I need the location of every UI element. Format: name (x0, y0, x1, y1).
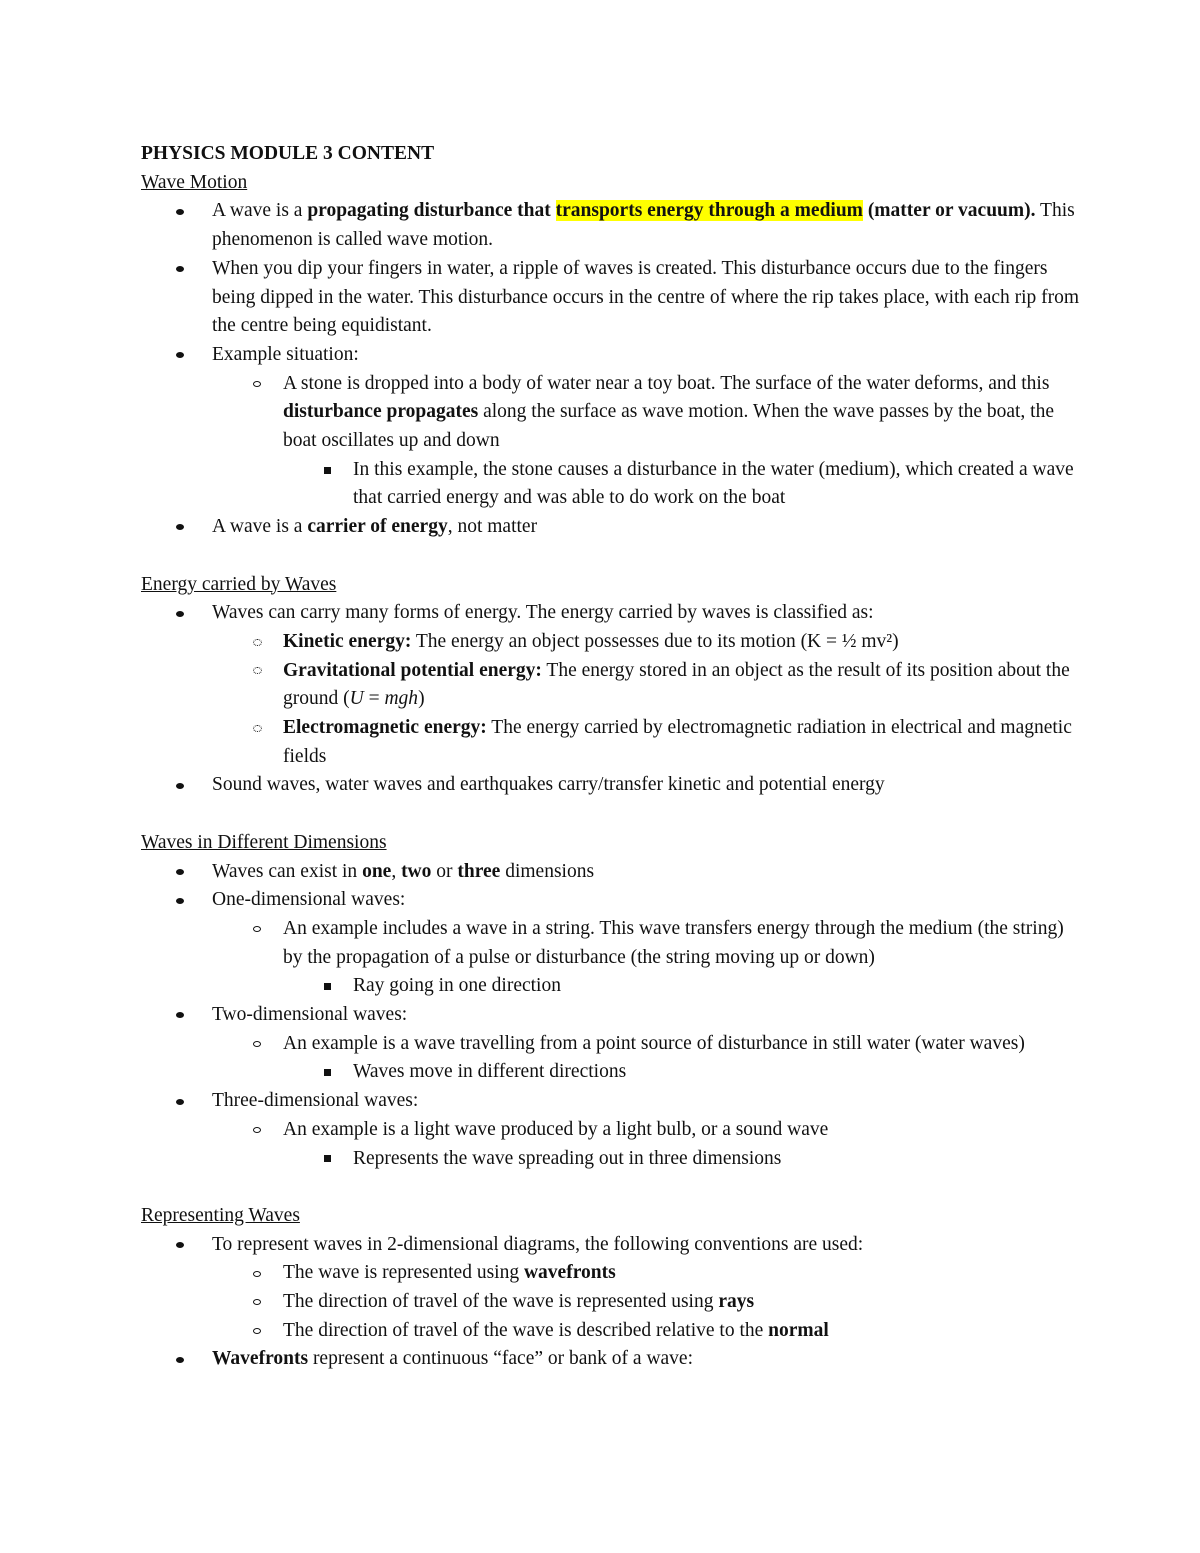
list-item: Gravitational potential energy: The energy stored in an object as the result of its position about the ground (U = mgh) (141, 657, 1081, 714)
bullet-dotted-circle-icon (249, 657, 265, 686)
bullet-dot-icon (172, 771, 188, 800)
list-item: The direction of travel of the wave is represented using rays (141, 1288, 1081, 1317)
list-item: An example includes a wave in a string. This wave transfers energy through the medium (the string) by the propagation of a pulse or disturbance (the string moving up or down) (141, 915, 1081, 972)
bullet-square-icon (319, 972, 335, 1001)
list-item: Represents the wave spreading out in three dimensions (141, 1145, 1081, 1174)
highlighted-text: transports energy through a medium (555, 200, 863, 222)
list-item: Three-dimensional waves: (141, 1087, 1081, 1116)
section-heading-wave-motion: Wave Motion (141, 171, 248, 193)
list-item: Wavefronts represent a continuous “face” or bank of a wave: (141, 1345, 1081, 1374)
bullet-dotted-circle-icon (249, 714, 265, 743)
section-heading-energy: Energy carried by Waves (141, 573, 337, 595)
bullet-dot-icon (172, 1345, 188, 1374)
list-item: An example is a wave travelling from a point source of disturbance in still water (water waves) (141, 1030, 1081, 1059)
spacer (141, 1173, 1081, 1202)
list-item: An example is a light wave produced by a light bulb, or a sound wave (141, 1116, 1081, 1145)
bullet-dot-icon (172, 1001, 188, 1030)
list-item: Waves move in different directions (141, 1058, 1081, 1087)
bullet-circle-icon (249, 1116, 265, 1145)
bullet-circle-icon (249, 915, 265, 944)
list-item: Sound waves, water waves and earthquakes carry/transfer kinetic and potential energy (141, 771, 1081, 800)
bullet-dot-icon (172, 886, 188, 915)
list-item: The wave is represented using wavefronts (141, 1259, 1081, 1288)
section-heading-representing: Representing Waves (141, 1204, 300, 1226)
list-item: Kinetic energy: The energy an object possesses due to its motion (K = ½ mv²) (141, 628, 1081, 657)
bullet-dot-icon (172, 1231, 188, 1260)
list-item: A stone is dropped into a body of water near a toy boat. The surface of the water deforms, and this disturbance propagates along the surface as wave motion. When the wave passes by the boat, the boat oscillates up and down (141, 370, 1081, 456)
list-item: To represent waves in 2-dimensional diagrams, the following conventions are used: (141, 1231, 1081, 1260)
bullet-dot-icon (172, 1087, 188, 1116)
list-item: When you dip your fingers in water, a ripple of waves is created. This disturbance occurs due to the fingers being dipped in the water. This disturbance occurs in the centre of where the rip takes place, with each rip from the centre being equidistant. (141, 255, 1081, 341)
list-item: A wave is a propagating disturbance that transports energy through a medium (matter or vacuum). This phenomenon is called wave motion. (141, 197, 1081, 254)
list-item: Ray going in one direction (141, 972, 1081, 1001)
spacer (141, 800, 1081, 829)
bullet-square-icon (319, 1145, 335, 1174)
list-item: Waves can carry many forms of energy. The energy carried by waves is classified as: (141, 599, 1081, 628)
bullet-circle-icon (249, 370, 265, 399)
bullet-dotted-circle-icon (249, 628, 265, 657)
list-item: Two-dimensional waves: (141, 1001, 1081, 1030)
bullet-dot-icon (172, 255, 188, 284)
bullet-circle-icon (249, 1030, 265, 1059)
spacer (141, 542, 1081, 571)
bullet-dot-icon (172, 858, 188, 887)
list-item: Example situation: (141, 341, 1081, 370)
document-content (141, 140, 1081, 1374)
bullet-square-icon (319, 1058, 335, 1087)
bullet-circle-icon (249, 1317, 265, 1346)
bullet-circle-icon (249, 1259, 265, 1288)
list-item: Electromagnetic energy: The energy carried by electromagnetic radiation in electrical and magnetic fields (141, 714, 1081, 771)
document-title: PHYSICS MODULE 3 CONTENT (141, 143, 435, 164)
list-item: One-dimensional waves: (141, 886, 1081, 915)
bullet-circle-icon (249, 1288, 265, 1317)
bullet-dot-icon (172, 341, 188, 370)
list-item: A wave is a carrier of energy, not matter (141, 513, 1081, 542)
list-item: The direction of travel of the wave is described relative to the normal (141, 1317, 1081, 1346)
bullet-dot-icon (172, 197, 188, 226)
section-heading-dimensions: Waves in Different Dimensions (141, 831, 387, 853)
bullet-dot-icon (172, 599, 188, 628)
bullet-square-icon (319, 456, 335, 485)
bullet-dot-icon (172, 513, 188, 542)
list-item: Waves can exist in one, two or three dimensions (141, 858, 1081, 887)
list-item: In this example, the stone causes a disturbance in the water (medium), which created a wave that carried energy and was able to do work on the boat (141, 456, 1081, 513)
